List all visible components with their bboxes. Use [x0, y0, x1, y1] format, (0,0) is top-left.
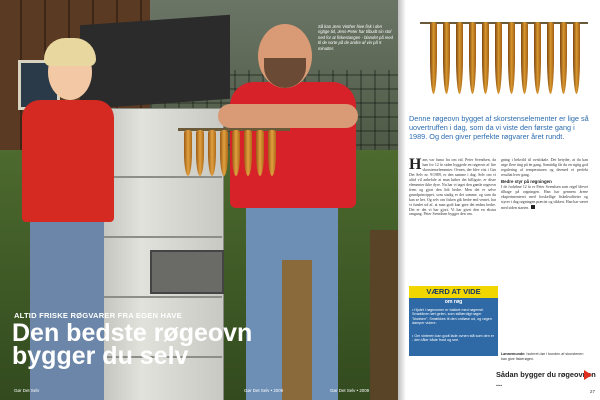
boy-hair — [44, 38, 96, 66]
smoked-fish — [573, 22, 580, 94]
page-number: 27 — [590, 389, 595, 394]
smoked-fish — [256, 130, 264, 176]
article-kicker: ALTID FRISKE RØGVARER FRA EGEN HAVE — [14, 311, 182, 320]
footer-left: Gør Det Selv — [14, 388, 40, 393]
smoked-fish — [469, 22, 476, 94]
sidebar-note-text: Isoleret dør i bunden af skorstenen kan give fiskerøgen. — [501, 352, 584, 361]
smoked-fish — [508, 22, 515, 94]
arrow-right-icon — [584, 370, 592, 380]
smoker-door — [150, 250, 224, 294]
smoker-lid — [80, 15, 230, 109]
smoked-fish — [547, 22, 554, 94]
column-2-text-2: I de forløbne 12 år er Peter Svendsen som regel blevet tilbage på røgningen. Han har gennem årene eksperimenteret med forskellige fiskekvaliteter og styrer i dag røgningen præcist og sikkert. Han har været med siden starten. — [501, 184, 588, 210]
headline-line-1: Den bedste røgeovn — [12, 319, 253, 347]
drop-cap: H — [409, 156, 422, 173]
continue-teaser: Sådan bygger du røgeovnen ... — [496, 370, 596, 388]
article-lead: Denne røgeovn bygget af skorstenselementer er lige så uovertruffen i dag, som da vi viste den første gang i 1989. Og den giver perfekte røgvarer året rundt. — [409, 114, 589, 141]
column-1-text: ans var fuma fra om rid. Peter Svendsen, da han for 12 år siden byggede en røgeovn af fire skorstenselementer. Ovnen, der blev vist i Gør Det Selv nr. 9/1989, er den samme i dag. Selv om vi altid vil anbefale at man køber det billigste, er disse elementer ikke dyre. Nu har vi taget den gamle røgeovn frem og gjort den lidt bedre. Men det er selve grundprincippet, som stadig er det samme, og som du kan se her. Og selv om fisken gik bedre end ventet, har vi fundet ud af, at man godt kan gøre det endnu bedre. Det er det vi har gjort. Vi har givet den en ekstra omgang. Peter Svendsen bygger den om. — [409, 158, 496, 217]
footer-mid: Gør Det Selv • 2009 — [244, 388, 284, 393]
end-mark-icon — [531, 205, 535, 209]
smoked-fish — [430, 22, 437, 94]
smoked-fish — [244, 130, 252, 176]
footer-mid-2: Gør Det Selv • 2009 — [330, 388, 370, 393]
smoked-fish — [521, 22, 528, 94]
column-2-text: gning i bekvild til ovnlokale. Det betyder, at du kan røge flere ting på én gang. Samtidig får du en rigtig god regulering af temperaturen og dermed et perfekt resultat hver gang. — [501, 158, 588, 177]
smoked-fish — [208, 130, 216, 176]
smoked-fish — [534, 22, 541, 94]
article-headline — [12, 319, 312, 370]
photo-caption: Så kan Jens Vinther hive fisk i den rigtige tid, Jens-Peter har tilbudt sin stol ned for at fiskestangen - blandet på med til de sorte på de andre af vin på 5 minutter. — [318, 24, 393, 51]
column-subhead: Bedre styr på røgningen — [501, 178, 552, 184]
wooden-post — [370, 230, 398, 400]
sidebar-note — [501, 352, 590, 361]
smoked-fish — [560, 22, 567, 94]
smoked-fish — [268, 130, 276, 176]
fact-box-item: • Hjulet i røgeovnen er bakket med røgemel. Smøklinen tæl gelen, som stilfærdigt røger "klodsen". Smækkes til den ordløse ud, og røgen damper videre. — [412, 308, 492, 326]
smoked-fish — [443, 22, 450, 94]
article-column-1 — [409, 158, 496, 217]
smoked-fish — [495, 22, 502, 94]
smoked-fish — [456, 22, 463, 94]
fact-box-subtitle: om røg — [444, 299, 463, 305]
smoked-fish — [220, 130, 228, 176]
fact-box-title: VÆRD AT VIDE — [426, 287, 481, 296]
smoked-fish — [482, 22, 489, 94]
sidebar-note-heading: Lønnemunde: — [501, 352, 526, 356]
fact-box-item: • Om vinteren kan godt lade ovnen stå som den er - den tåler både frost og sne. — [412, 334, 495, 343]
smoked-fish — [232, 130, 240, 176]
smoked-fish — [196, 130, 204, 176]
boy-figure — [22, 100, 114, 222]
page-gutter — [398, 0, 406, 400]
headline-line-2: bygger du selv — [12, 342, 189, 370]
article-column-2 — [501, 158, 588, 211]
boy-figure-legs — [30, 220, 104, 400]
smoked-fish — [184, 130, 192, 176]
man-arms — [218, 104, 358, 128]
